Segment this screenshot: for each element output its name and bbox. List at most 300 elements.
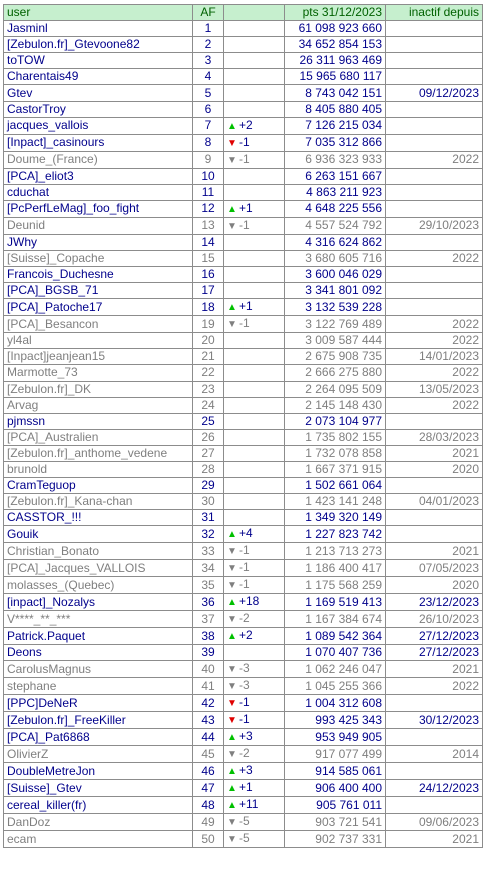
cell-inactive-since[interactable]: 2020 (386, 461, 483, 477)
cell-trend[interactable] (224, 763, 285, 780)
cell-inactive-since[interactable] (386, 478, 483, 494)
cell-af[interactable]: 42 (193, 695, 224, 712)
table-row[interactable] (4, 283, 483, 299)
cell-points[interactable]: 1 213 713 273 (285, 543, 386, 560)
cell-trend[interactable] (224, 797, 285, 814)
cell-user[interactable]: [PCA]_eliot3 (4, 168, 193, 184)
cell-af[interactable]: 26 (193, 429, 224, 445)
cell-inactive-since[interactable] (386, 526, 483, 543)
cell-user[interactable]: [Suisse]_Gtev (4, 780, 193, 797)
cell-points[interactable]: 1 735 802 155 (285, 429, 386, 445)
table-row[interactable] (4, 234, 483, 250)
table-row[interactable] (4, 151, 483, 168)
cell-inactive-since[interactable] (386, 21, 483, 37)
cell-user[interactable]: [PCA]_Australien (4, 429, 193, 445)
cell-inactive-since[interactable] (386, 797, 483, 814)
cell-points[interactable]: 1 167 384 674 (285, 611, 386, 628)
table-row[interactable] (4, 316, 483, 333)
cell-trend[interactable] (224, 250, 285, 266)
table-row[interactable] (4, 543, 483, 560)
table-row[interactable] (4, 831, 483, 848)
cell-user[interactable]: jacques_vallois (4, 117, 193, 134)
cell-trend[interactable] (224, 695, 285, 712)
cell-trend[interactable] (224, 184, 285, 200)
cell-inactive-since[interactable]: 2022 (386, 365, 483, 381)
cell-inactive-since[interactable]: 2021 (386, 831, 483, 848)
cell-af[interactable]: 14 (193, 234, 224, 250)
table-row[interactable] (4, 577, 483, 594)
cell-inactive-since[interactable]: 24/12/2023 (386, 780, 483, 797)
table-row[interactable] (4, 678, 483, 695)
table-row[interactable] (4, 333, 483, 349)
cell-points[interactable]: 953 949 905 (285, 729, 386, 746)
table-row[interactable] (4, 267, 483, 283)
cell-inactive-since[interactable]: 2022 (386, 151, 483, 168)
cell-inactive-since[interactable] (386, 168, 483, 184)
table-row[interactable] (4, 397, 483, 413)
cell-trend[interactable] (224, 494, 285, 510)
cell-points[interactable]: 3 132 539 228 (285, 299, 386, 316)
cell-points[interactable]: 8 405 880 405 (285, 101, 386, 117)
cell-af[interactable]: 47 (193, 780, 224, 797)
cell-points[interactable]: 1 423 141 248 (285, 494, 386, 510)
cell-trend[interactable] (224, 283, 285, 299)
table-row[interactable] (4, 628, 483, 645)
cell-points[interactable]: 1 186 400 417 (285, 560, 386, 577)
cell-trend[interactable] (224, 200, 285, 217)
cell-points[interactable]: 8 743 042 151 (285, 85, 386, 101)
cell-user[interactable]: Gtev (4, 85, 193, 101)
header-user[interactable]: user (4, 5, 193, 21)
cell-af[interactable]: 40 (193, 661, 224, 678)
cell-inactive-since[interactable]: 29/10/2023 (386, 217, 483, 234)
cell-af[interactable]: 16 (193, 267, 224, 283)
cell-trend[interactable] (224, 594, 285, 611)
cell-af[interactable]: 22 (193, 365, 224, 381)
cell-inactive-since[interactable]: 2022 (386, 250, 483, 266)
cell-trend[interactable] (224, 712, 285, 729)
cell-inactive-since[interactable] (386, 37, 483, 53)
cell-points[interactable]: 26 311 963 469 (285, 53, 386, 69)
cell-af[interactable]: 1 (193, 21, 224, 37)
table-row[interactable] (4, 184, 483, 200)
cell-points[interactable]: 4 648 225 556 (285, 200, 386, 217)
cell-points[interactable]: 903 721 541 (285, 814, 386, 831)
cell-user[interactable]: DoubleMetreJon (4, 763, 193, 780)
cell-trend[interactable] (224, 510, 285, 526)
cell-user[interactable]: ecam (4, 831, 193, 848)
cell-inactive-since[interactable] (386, 763, 483, 780)
table-row[interactable] (4, 560, 483, 577)
cell-points[interactable]: 1 175 568 259 (285, 577, 386, 594)
cell-af[interactable]: 25 (193, 413, 224, 429)
cell-inactive-since[interactable] (386, 200, 483, 217)
cell-trend[interactable] (224, 461, 285, 477)
cell-trend[interactable] (224, 560, 285, 577)
cell-trend[interactable] (224, 413, 285, 429)
cell-af[interactable]: 13 (193, 217, 224, 234)
cell-points[interactable]: 902 737 331 (285, 831, 386, 848)
cell-af[interactable]: 48 (193, 797, 224, 814)
cell-af[interactable]: 11 (193, 184, 224, 200)
cell-af[interactable]: 33 (193, 543, 224, 560)
table-row[interactable] (4, 510, 483, 526)
cell-points[interactable]: 2 264 095 509 (285, 381, 386, 397)
cell-af[interactable]: 36 (193, 594, 224, 611)
cell-trend[interactable] (224, 678, 285, 695)
cell-af[interactable]: 27 (193, 445, 224, 461)
cell-inactive-since[interactable]: 2021 (386, 543, 483, 560)
cell-trend[interactable] (224, 746, 285, 763)
cell-points[interactable]: 3 009 587 444 (285, 333, 386, 349)
cell-af[interactable]: 3 (193, 53, 224, 69)
cell-user[interactable]: [Zebulon.fr]_Kana-chan (4, 494, 193, 510)
cell-trend[interactable] (224, 780, 285, 797)
cell-points[interactable]: 1 004 312 608 (285, 695, 386, 712)
cell-inactive-since[interactable]: 30/12/2023 (386, 712, 483, 729)
cell-trend[interactable] (224, 333, 285, 349)
cell-user[interactable]: Deons (4, 645, 193, 661)
cell-trend[interactable] (224, 217, 285, 234)
cell-points[interactable]: 1 227 823 742 (285, 526, 386, 543)
cell-inactive-since[interactable]: 2014 (386, 746, 483, 763)
cell-trend[interactable] (224, 478, 285, 494)
cell-user[interactable]: cduchat (4, 184, 193, 200)
cell-trend[interactable] (224, 365, 285, 381)
cell-points[interactable]: 2 073 104 977 (285, 413, 386, 429)
cell-inactive-since[interactable] (386, 117, 483, 134)
cell-af[interactable]: 7 (193, 117, 224, 134)
cell-af[interactable]: 20 (193, 333, 224, 349)
cell-points[interactable]: 4 557 524 792 (285, 217, 386, 234)
cell-inactive-since[interactable]: 2020 (386, 577, 483, 594)
cell-inactive-since[interactable]: 2022 (386, 316, 483, 333)
cell-points[interactable]: 1 349 320 149 (285, 510, 386, 526)
cell-af[interactable]: 34 (193, 560, 224, 577)
cell-inactive-since[interactable]: 26/10/2023 (386, 611, 483, 628)
cell-trend[interactable] (224, 526, 285, 543)
cell-user[interactable]: Deunid (4, 217, 193, 234)
table-row[interactable] (4, 797, 483, 814)
cell-points[interactable]: 7 126 215 034 (285, 117, 386, 134)
cell-inactive-since[interactable]: 2022 (386, 333, 483, 349)
table-row[interactable] (4, 349, 483, 365)
cell-user[interactable]: Gouik (4, 526, 193, 543)
cell-af[interactable]: 32 (193, 526, 224, 543)
cell-inactive-since[interactable]: 27/12/2023 (386, 645, 483, 661)
cell-af[interactable]: 28 (193, 461, 224, 477)
cell-points[interactable]: 917 077 499 (285, 746, 386, 763)
cell-user[interactable]: JWhy (4, 234, 193, 250)
cell-af[interactable]: 39 (193, 645, 224, 661)
cell-af[interactable]: 35 (193, 577, 224, 594)
cell-points[interactable]: 906 400 400 (285, 780, 386, 797)
cell-af[interactable]: 2 (193, 37, 224, 53)
cell-trend[interactable] (224, 729, 285, 746)
cell-points[interactable]: 1 667 371 915 (285, 461, 386, 477)
table-row[interactable] (4, 780, 483, 797)
table-row[interactable] (4, 200, 483, 217)
cell-trend[interactable] (224, 543, 285, 560)
cell-trend[interactable] (224, 234, 285, 250)
cell-user[interactable]: [Zebulon.fr]_anthome_vedene (4, 445, 193, 461)
cell-af[interactable]: 19 (193, 316, 224, 333)
table-row[interactable] (4, 85, 483, 101)
cell-user[interactable]: [Zebulon.fr]_Gtevoone82 (4, 37, 193, 53)
cell-user[interactable]: [Inpact]_casinours (4, 134, 193, 151)
cell-trend[interactable] (224, 831, 285, 848)
table-row[interactable] (4, 250, 483, 266)
cell-inactive-since[interactable] (386, 729, 483, 746)
cell-user[interactable]: yl4al (4, 333, 193, 349)
cell-inactive-since[interactable]: 23/12/2023 (386, 594, 483, 611)
cell-user[interactable]: toTOW (4, 53, 193, 69)
cell-trend[interactable] (224, 445, 285, 461)
cell-trend[interactable] (224, 134, 285, 151)
cell-inactive-since[interactable] (386, 413, 483, 429)
cell-af[interactable]: 8 (193, 134, 224, 151)
cell-inactive-since[interactable]: 09/12/2023 (386, 85, 483, 101)
cell-inactive-since[interactable] (386, 234, 483, 250)
cell-trend[interactable] (224, 168, 285, 184)
header-points[interactable]: pts 31/12/2023 (285, 5, 386, 21)
cell-af[interactable]: 30 (193, 494, 224, 510)
cell-points[interactable]: 1 089 542 364 (285, 628, 386, 645)
cell-inactive-since[interactable]: 14/01/2023 (386, 349, 483, 365)
cell-inactive-since[interactable]: 2022 (386, 678, 483, 695)
cell-af[interactable]: 24 (193, 397, 224, 413)
table-row[interactable] (4, 695, 483, 712)
cell-points[interactable]: 6 936 323 933 (285, 151, 386, 168)
cell-af[interactable]: 41 (193, 678, 224, 695)
header-af[interactable]: AF (193, 5, 224, 21)
cell-inactive-since[interactable] (386, 510, 483, 526)
cell-af[interactable]: 15 (193, 250, 224, 266)
cell-points[interactable]: 905 761 011 (285, 797, 386, 814)
cell-inactive-since[interactable]: 2021 (386, 445, 483, 461)
cell-user[interactable]: [Inpact]jeanjean15 (4, 349, 193, 365)
table-row[interactable] (4, 53, 483, 69)
table-row[interactable] (4, 712, 483, 729)
cell-user[interactable]: Arvag (4, 397, 193, 413)
cell-user[interactable]: Doume_(France) (4, 151, 193, 168)
cell-user[interactable]: Marmotte_73 (4, 365, 193, 381)
cell-points[interactable]: 993 425 343 (285, 712, 386, 729)
cell-af[interactable]: 37 (193, 611, 224, 628)
cell-trend[interactable] (224, 53, 285, 69)
cell-trend[interactable] (224, 645, 285, 661)
cell-user[interactable]: [inpact]_Nozalys (4, 594, 193, 611)
table-row[interactable] (4, 217, 483, 234)
cell-af[interactable]: 45 (193, 746, 224, 763)
cell-points[interactable]: 4 863 211 923 (285, 184, 386, 200)
cell-points[interactable]: 3 600 046 029 (285, 267, 386, 283)
cell-user[interactable]: CarolusMagnus (4, 661, 193, 678)
cell-trend[interactable] (224, 151, 285, 168)
table-row[interactable] (4, 299, 483, 316)
cell-trend[interactable] (224, 628, 285, 645)
cell-af[interactable]: 46 (193, 763, 224, 780)
table-row[interactable] (4, 168, 483, 184)
cell-points[interactable]: 2 666 275 880 (285, 365, 386, 381)
cell-user[interactable]: [PCA]_Jacques_VALLOIS (4, 560, 193, 577)
cell-user[interactable]: [Zebulon.fr]_FreeKiller (4, 712, 193, 729)
cell-inactive-since[interactable] (386, 101, 483, 117)
cell-user[interactable]: CastorTroy (4, 101, 193, 117)
cell-user[interactable]: [PcPerfLeMag]_foo_fight (4, 200, 193, 217)
cell-points[interactable]: 1 062 246 047 (285, 661, 386, 678)
cell-af[interactable]: 6 (193, 101, 224, 117)
cell-af[interactable]: 43 (193, 712, 224, 729)
cell-trend[interactable] (224, 397, 285, 413)
cell-trend[interactable] (224, 101, 285, 117)
cell-points[interactable]: 61 098 923 660 (285, 21, 386, 37)
cell-points[interactable]: 1 502 661 064 (285, 478, 386, 494)
cell-points[interactable]: 3 680 605 716 (285, 250, 386, 266)
cell-inactive-since[interactable]: 09/06/2023 (386, 814, 483, 831)
cell-inactive-since[interactable]: 2022 (386, 397, 483, 413)
table-row[interactable] (4, 134, 483, 151)
cell-points[interactable]: 1 732 078 858 (285, 445, 386, 461)
cell-points[interactable]: 914 585 061 (285, 763, 386, 780)
table-row[interactable] (4, 69, 483, 85)
cell-inactive-since[interactable]: 28/03/2023 (386, 429, 483, 445)
cell-af[interactable]: 18 (193, 299, 224, 316)
table-row[interactable] (4, 594, 483, 611)
cell-points[interactable]: 6 263 151 667 (285, 168, 386, 184)
cell-points[interactable]: 1 070 407 736 (285, 645, 386, 661)
cell-af[interactable]: 10 (193, 168, 224, 184)
table-row[interactable] (4, 746, 483, 763)
cell-af[interactable]: 9 (193, 151, 224, 168)
cell-user[interactable]: V****_**_*** (4, 611, 193, 628)
cell-trend[interactable] (224, 316, 285, 333)
cell-user[interactable]: Patrick.Paquet (4, 628, 193, 645)
table-row[interactable] (4, 645, 483, 661)
cell-user[interactable]: stephane (4, 678, 193, 695)
table-row[interactable] (4, 21, 483, 37)
cell-af[interactable]: 38 (193, 628, 224, 645)
table-row[interactable] (4, 37, 483, 53)
cell-inactive-since[interactable] (386, 184, 483, 200)
cell-points[interactable]: 2 145 148 430 (285, 397, 386, 413)
table-row[interactable] (4, 429, 483, 445)
cell-trend[interactable] (224, 349, 285, 365)
cell-user[interactable]: [Zebulon.fr]_DK (4, 381, 193, 397)
cell-user[interactable]: CramTeguop (4, 478, 193, 494)
cell-trend[interactable] (224, 69, 285, 85)
cell-user[interactable]: [PCA]_Patoche17 (4, 299, 193, 316)
cell-inactive-since[interactable] (386, 695, 483, 712)
cell-trend[interactable] (224, 267, 285, 283)
table-row[interactable] (4, 445, 483, 461)
cell-af[interactable]: 31 (193, 510, 224, 526)
cell-user[interactable]: DanDoz (4, 814, 193, 831)
table-row[interactable] (4, 478, 483, 494)
cell-trend[interactable] (224, 21, 285, 37)
cell-af[interactable]: 5 (193, 85, 224, 101)
cell-user[interactable]: Jasminl (4, 21, 193, 37)
cell-trend[interactable] (224, 814, 285, 831)
cell-user[interactable]: cereal_killer(fr) (4, 797, 193, 814)
cell-af[interactable]: 44 (193, 729, 224, 746)
cell-inactive-since[interactable] (386, 53, 483, 69)
cell-user[interactable]: [Suisse]_Copache (4, 250, 193, 266)
cell-trend[interactable] (224, 117, 285, 134)
table-row[interactable] (4, 117, 483, 134)
table-row[interactable] (4, 494, 483, 510)
header-inactive-since[interactable]: inactif depuis (386, 5, 483, 21)
cell-af[interactable]: 17 (193, 283, 224, 299)
cell-trend[interactable] (224, 611, 285, 628)
cell-points[interactable]: 2 675 908 735 (285, 349, 386, 365)
cell-user[interactable]: molasses_(Quebec) (4, 577, 193, 594)
table-row[interactable] (4, 763, 483, 780)
cell-points[interactable]: 3 341 801 092 (285, 283, 386, 299)
cell-inactive-since[interactable]: 07/05/2023 (386, 560, 483, 577)
cell-inactive-since[interactable]: 2021 (386, 661, 483, 678)
cell-user[interactable]: CASSTOR_!!! (4, 510, 193, 526)
table-row[interactable] (4, 814, 483, 831)
table-row[interactable] (4, 611, 483, 628)
cell-user[interactable]: pjmssn (4, 413, 193, 429)
cell-points[interactable]: 1 045 255 366 (285, 678, 386, 695)
cell-af[interactable]: 29 (193, 478, 224, 494)
cell-inactive-since[interactable]: 27/12/2023 (386, 628, 483, 645)
cell-trend[interactable] (224, 299, 285, 316)
cell-points[interactable]: 4 316 624 862 (285, 234, 386, 250)
cell-inactive-since[interactable]: 13/05/2023 (386, 381, 483, 397)
table-row[interactable] (4, 413, 483, 429)
table-row[interactable] (4, 461, 483, 477)
cell-trend[interactable] (224, 429, 285, 445)
cell-user[interactable]: [PCA]_Pat6868 (4, 729, 193, 746)
cell-af[interactable]: 21 (193, 349, 224, 365)
cell-points[interactable]: 1 169 519 413 (285, 594, 386, 611)
cell-user[interactable]: Francois_Duchesne (4, 267, 193, 283)
cell-trend[interactable] (224, 381, 285, 397)
cell-user[interactable]: OlivierZ (4, 746, 193, 763)
table-row[interactable] (4, 526, 483, 543)
cell-inactive-since[interactable] (386, 134, 483, 151)
cell-points[interactable]: 7 035 312 866 (285, 134, 386, 151)
cell-user[interactable]: [PCA]_BGSB_71 (4, 283, 193, 299)
cell-user[interactable]: Charentais49 (4, 69, 193, 85)
cell-user[interactable]: [PPC]DeNeR (4, 695, 193, 712)
cell-af[interactable]: 12 (193, 200, 224, 217)
table-row[interactable] (4, 101, 483, 117)
table-row[interactable] (4, 729, 483, 746)
cell-trend[interactable] (224, 661, 285, 678)
cell-inactive-since[interactable] (386, 299, 483, 316)
table-row[interactable] (4, 381, 483, 397)
cell-user[interactable]: [PCA]_Besancon (4, 316, 193, 333)
cell-trend[interactable] (224, 85, 285, 101)
cell-points[interactable]: 15 965 680 117 (285, 69, 386, 85)
cell-points[interactable]: 34 652 854 153 (285, 37, 386, 53)
cell-inactive-since[interactable] (386, 267, 483, 283)
cell-af[interactable]: 23 (193, 381, 224, 397)
cell-trend[interactable] (224, 37, 285, 53)
cell-af[interactable]: 4 (193, 69, 224, 85)
table-row[interactable] (4, 661, 483, 678)
cell-user[interactable]: brunold (4, 461, 193, 477)
cell-inactive-since[interactable] (386, 69, 483, 85)
cell-inactive-since[interactable] (386, 283, 483, 299)
cell-inactive-since[interactable]: 04/01/2023 (386, 494, 483, 510)
cell-trend[interactable] (224, 577, 285, 594)
table-row[interactable] (4, 365, 483, 381)
